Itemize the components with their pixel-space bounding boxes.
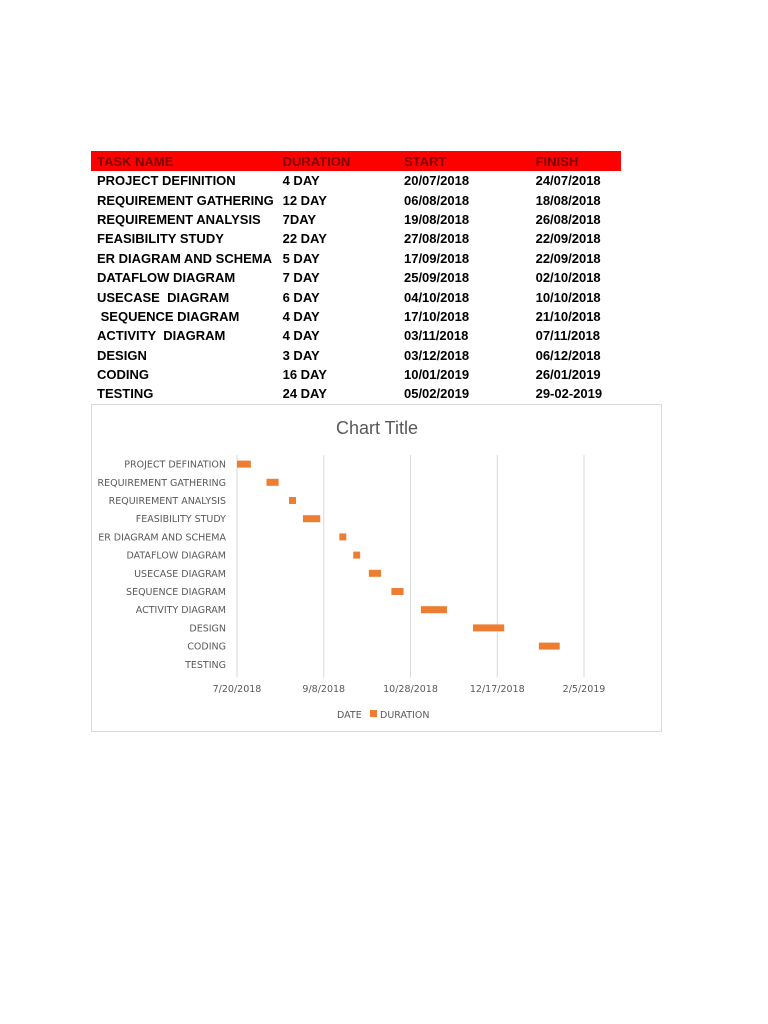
x-tick-label: 12/17/2018	[469, 684, 525, 695]
duration-bar	[421, 606, 447, 613]
cell-task-name[interactable]: DESIGN	[97, 347, 147, 363]
table-row	[91, 229, 621, 248]
cell-duration[interactable]: 4 DAY	[282, 173, 320, 189]
x-tick-label: 7/20/2018	[212, 684, 262, 695]
header-task-name[interactable]: TASK NAME	[97, 153, 174, 169]
category-label: REQUIREMENT ANALYSIS	[108, 496, 226, 507]
cell-task-name[interactable]: SEQUENCE DIAGRAM	[97, 308, 240, 324]
duration-bar	[369, 570, 381, 577]
duration-bar	[237, 461, 251, 468]
cell-task-name[interactable]: PROJECT DEFINITION	[97, 173, 236, 189]
cell-task-name[interactable]: TESTING	[97, 386, 154, 402]
legend-duration-swatch	[370, 710, 377, 717]
cell-task-name[interactable]: DATAFLOW DIAGRAM	[97, 270, 236, 286]
task-schedule-table	[91, 151, 621, 404]
duration-bar	[473, 624, 504, 631]
duration-bar	[289, 497, 296, 504]
category-label: REQUIREMENT GATHERING	[97, 477, 226, 489]
table-row	[91, 190, 621, 209]
cell-task-name[interactable]: CODING	[97, 367, 149, 383]
cell-duration[interactable]: 4 DAY	[282, 308, 320, 324]
cell-start[interactable]: 25/09/2018	[403, 270, 470, 286]
cell-duration[interactable]: 16 DAY	[282, 367, 327, 383]
category-label: ACTIVITY DIAGRAM	[135, 605, 226, 617]
cell-start[interactable]: 10/01/2019	[403, 367, 470, 383]
cell-finish[interactable]: 07/11/2018	[535, 328, 600, 344]
table-row	[91, 210, 621, 229]
cell-duration[interactable]: 12 DAY	[282, 192, 327, 208]
gantt-chart[interactable]	[91, 404, 662, 732]
table-row	[91, 171, 621, 190]
cell-finish[interactable]: 22/09/2018	[535, 231, 601, 247]
cell-duration[interactable]: 7 DAY	[282, 270, 320, 286]
cell-start[interactable]: 06/08/2018	[403, 192, 470, 208]
table-header-row	[91, 151, 621, 171]
cell-finish[interactable]: 06/12/2018	[535, 347, 601, 363]
duration-bar	[339, 533, 346, 540]
duration-bar	[303, 515, 320, 522]
cell-finish[interactable]: 29-02-2019	[535, 386, 603, 402]
legend-date-label: DATE	[337, 710, 362, 721]
cell-task-name[interactable]: REQUIREMENT ANALYSIS	[97, 211, 261, 227]
cell-finish[interactable]: 22/09/2018	[535, 250, 601, 266]
header-duration[interactable]: DURATION	[282, 153, 351, 169]
table-row	[91, 346, 621, 365]
cell-finish[interactable]: 18/08/2018	[535, 192, 601, 208]
cell-finish[interactable]: 10/10/2018	[535, 289, 601, 305]
duration-bar	[353, 552, 360, 559]
cell-finish[interactable]: 02/10/2018	[535, 270, 601, 286]
duration-bar	[266, 479, 278, 486]
cell-start[interactable]: 17/09/2018	[403, 250, 470, 266]
cell-start[interactable]: 19/08/2018	[403, 211, 470, 227]
category-label: ER DIAGRAM AND SCHEMA	[98, 532, 226, 544]
cell-start[interactable]: 03/11/2018	[403, 328, 469, 344]
category-label: USECASE DIAGRAM	[134, 568, 226, 580]
cell-duration[interactable]: 4 DAY	[282, 328, 320, 344]
table-row	[91, 365, 621, 384]
table-row	[91, 307, 621, 326]
table-row	[91, 268, 621, 287]
x-tick-label: 10/28/2018	[383, 684, 438, 695]
cell-start[interactable]: 04/10/2018	[403, 289, 470, 305]
cell-task-name[interactable]: USECASE DIAGRAM	[97, 289, 230, 305]
table-row	[91, 384, 621, 403]
cell-duration[interactable]: 6 DAY	[282, 289, 320, 305]
cell-finish[interactable]: 26/01/2019	[535, 367, 601, 383]
cell-duration[interactable]: 7DAY	[282, 211, 317, 227]
cell-start[interactable]: 03/12/2018	[403, 347, 470, 363]
category-label: TESTING	[185, 659, 226, 671]
category-label: DATAFLOW DIAGRAM	[126, 550, 226, 562]
category-label: FEASIBILITY STUDY	[135, 514, 226, 526]
x-tick-label: 9/8/2018	[302, 684, 346, 695]
cell-duration[interactable]: 24 DAY	[282, 386, 327, 402]
duration-bar	[391, 588, 403, 595]
cell-finish[interactable]: 21/10/2018	[535, 308, 601, 324]
cell-duration[interactable]: 5 DAY	[282, 250, 320, 266]
header-finish[interactable]: FINISH	[535, 153, 579, 169]
cell-task-name[interactable]: ACTIVITY DIAGRAM	[97, 328, 226, 344]
duration-bar	[539, 643, 560, 650]
cell-duration[interactable]: 22 DAY	[282, 231, 327, 247]
table-row	[91, 326, 621, 345]
cell-task-name[interactable]: REQUIREMENT GATHERING	[97, 192, 274, 208]
cell-start[interactable]: 27/08/2018	[403, 231, 470, 247]
category-label: DESIGN	[189, 623, 226, 635]
legend-duration-label: DURATION	[380, 710, 430, 721]
category-label: CODING	[187, 641, 226, 653]
table-row	[91, 249, 621, 268]
cell-duration[interactable]: 3 DAY	[282, 347, 320, 363]
category-label: PROJECT DEFINATION	[124, 459, 226, 471]
cell-finish[interactable]: 24/07/2018	[535, 173, 601, 189]
gantt-chart-svg	[92, 405, 663, 733]
cell-task-name[interactable]: ER DIAGRAM AND SCHEMA	[97, 250, 273, 266]
table-row	[91, 287, 621, 306]
cell-start[interactable]: 20/07/2018	[403, 173, 470, 189]
cell-finish[interactable]: 26/08/2018	[535, 211, 601, 227]
chart-title: Chart Title	[335, 418, 419, 438]
cell-start[interactable]: 17/10/2018	[403, 308, 470, 324]
cell-start[interactable]: 05/02/2019	[403, 386, 470, 402]
cell-task-name[interactable]: FEASIBILITY STUDY	[97, 231, 224, 247]
header-start[interactable]: START	[403, 153, 447, 169]
category-label: SEQUENCE DIAGRAM	[126, 587, 226, 598]
x-tick-label: 2/5/2019	[562, 684, 606, 695]
